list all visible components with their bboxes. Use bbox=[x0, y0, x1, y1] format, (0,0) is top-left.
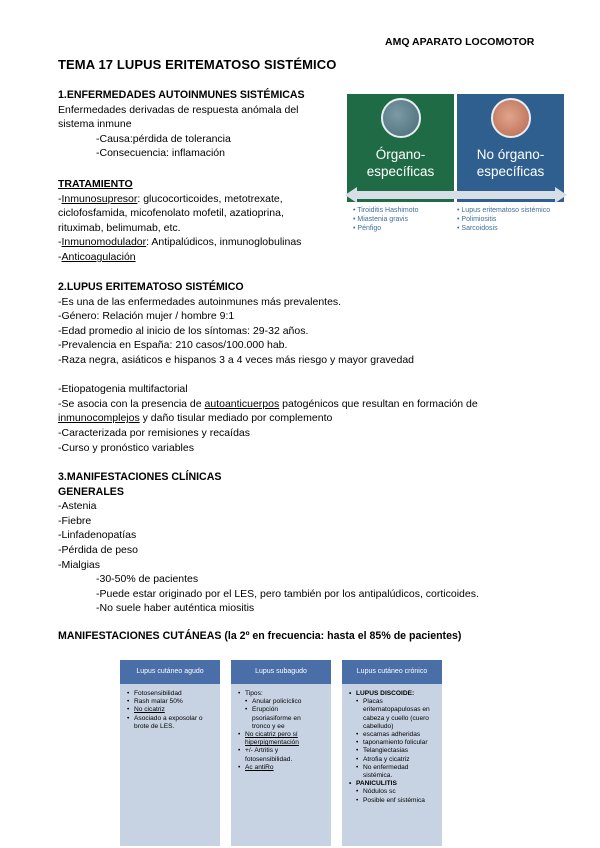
card-lupus-subagudo bbox=[231, 660, 331, 846]
list-item: • Pénfigo bbox=[353, 225, 382, 232]
organ-specific-list bbox=[353, 206, 418, 233]
section-2-line: -Género: Relación mujer / hombre 9:1 bbox=[58, 310, 235, 323]
list-item: • Tipos: bbox=[245, 690, 327, 698]
list-item: • LUPUS DISCOIDE: bbox=[356, 690, 438, 698]
list-item: • Posible enf sistémica bbox=[363, 797, 438, 805]
section-3-heading: 3.MANIFESTACIONES CLÍNICAS bbox=[58, 471, 222, 483]
non-organ-specific-label-1: No órgano- bbox=[476, 147, 545, 162]
list-item-continuation: psoriasiforme en bbox=[252, 714, 301, 722]
section-1-line: sistema inmune bbox=[58, 118, 132, 131]
non-organ-specific-label-2: específicas bbox=[476, 164, 545, 179]
inmunosupresor-text: : glucocorticoides, metotrexate, bbox=[137, 192, 283, 205]
tissue-image bbox=[491, 98, 531, 138]
list-item: • No enfermedad sistémica. bbox=[363, 764, 438, 780]
non-organ-specific-label bbox=[457, 146, 564, 180]
list-item: • Tiroiditis Hashimoto bbox=[353, 207, 419, 214]
symptom-item: -Linfadenopatías bbox=[58, 529, 137, 542]
section-1-heading: 1.ENFERMEDADES AUTOINMUNES SISTÉMICAS bbox=[58, 89, 305, 101]
anticoagulacion-label: Anticoagulación bbox=[61, 250, 136, 263]
list-item: • Rash malar 50% bbox=[134, 698, 216, 706]
tratamiento-block bbox=[58, 177, 301, 265]
list-item-continuation: hiperpigmentación bbox=[245, 739, 299, 747]
card-list bbox=[231, 684, 331, 772]
list-item-continuation: brote de LES. bbox=[134, 722, 175, 730]
causa-line: -Causa:pérdida de tolerancia bbox=[96, 132, 231, 145]
inmunosupresor-line: -Inmunosupresor: glucocorticoides, metotrexate, bbox=[58, 192, 283, 205]
list-item: • Nódulos sc bbox=[363, 788, 438, 796]
tratamiento-line: ciclofosfamida, micofenolato mofetil, azatioprina, bbox=[58, 207, 284, 220]
list-item: • Atrofia y cicatriz bbox=[363, 756, 438, 764]
list-item-continuation: tronco y ee bbox=[252, 722, 285, 730]
curso-line: -Curso y pronóstico variables bbox=[58, 441, 194, 454]
inmunosupresor-label: Inmunosupresor bbox=[61, 192, 138, 205]
generales-heading: GENERALES bbox=[58, 485, 124, 498]
consecuencia-line: -Consecuencia: inflamación bbox=[96, 147, 225, 160]
organ-specific-label-2: específicas bbox=[366, 164, 435, 179]
mialgias-detail: -No suele haber auténtica miositis bbox=[96, 602, 255, 615]
card-list bbox=[120, 684, 220, 731]
list-item: • taponamiento folicular bbox=[363, 739, 438, 747]
inmunomodulador-text: : Antipalúdicos, inmunoglobulinas bbox=[146, 236, 302, 249]
card-title: Lupus cutáneo crónico bbox=[342, 660, 442, 684]
list-item: • Anular policíclico bbox=[252, 698, 327, 706]
asocia-line-2: inmunocomplejos y daño tisular mediado por complemento bbox=[58, 412, 333, 425]
list-item: • Ac antiRo bbox=[245, 764, 327, 772]
symptom-item: -Mialgias bbox=[58, 558, 101, 571]
list-item: • Telangiectasias bbox=[363, 747, 438, 755]
section-2-heading: 2.LUPUS ERITEMATOSO SISTÉMICO bbox=[58, 281, 244, 293]
page-title: TEMA 17 LUPUS ERITEMATOSO SISTÉMICO bbox=[58, 57, 337, 72]
etiopatogenia-line: -Etiopatogenia multifactorial bbox=[58, 383, 188, 396]
symptom-item: -Fiebre bbox=[58, 514, 92, 527]
list-item: • Fotosensibilidad bbox=[134, 690, 216, 698]
section-2-line: -Es una de las enfermedades autoinmunes más prevalentes. bbox=[58, 295, 342, 308]
symptom-item: -Pérdida de peso bbox=[58, 543, 138, 556]
section-2-line: -Prevalencia en España: 210 casos/100.000 hab. bbox=[58, 339, 288, 352]
list-item: • Miastenia gravis bbox=[353, 216, 408, 223]
inmunomodulador-label: Inmunomodulador bbox=[61, 236, 147, 249]
card-title: Lupus cutáneo agudo bbox=[120, 660, 220, 684]
list-item: • Polimiositis bbox=[457, 216, 497, 223]
list-item: • Lupus eritematoso sistémico bbox=[457, 207, 551, 214]
card-lupus-agudo bbox=[120, 660, 220, 846]
list-item: • escamas adheridas bbox=[363, 731, 438, 739]
card-lupus-cronico bbox=[342, 660, 442, 846]
list-item: • Placas eritematopapulosas en cabeza y cuello (cuero cabelludo) bbox=[363, 698, 438, 731]
remisiones-line: -Caracterizada por remisiones y recaídas bbox=[58, 426, 250, 439]
inmunomodulador-line: -Inmunomodulador: Antipalúdicos, inmunoglobulinas bbox=[58, 236, 302, 249]
section-2-line: -Edad promedio al inicio de los síntomas: 29-32 años. bbox=[58, 324, 309, 337]
non-organ-specific-list bbox=[457, 206, 550, 233]
list-item-continuation: fotosensibilidad. bbox=[245, 755, 293, 763]
section-2-line: -Raza negra, asiáticos e hispanos 3 a 4 veces más riesgo y mayor gravedad bbox=[58, 353, 415, 366]
list-item: • +/- Artritis y bbox=[245, 747, 327, 755]
autoimmune-diagram bbox=[345, 92, 567, 242]
inmunocomplejos-term: inmunocomplejos bbox=[58, 412, 140, 425]
section-1 bbox=[58, 88, 305, 161]
cutaneas-heading: MANIFESTACIONES CUTÁNEAS (la 2º en frecuencia: hasta el 85% de pacientes) bbox=[58, 630, 462, 642]
list-item: • No cicatriz bbox=[134, 706, 216, 714]
course-header: AMQ APARATO LOCOMOTOR bbox=[385, 36, 535, 48]
symptom-item: -Astenia bbox=[58, 500, 97, 513]
mialgias-detail: -30-50% de pacientes bbox=[96, 573, 199, 586]
anticoagulacion-line: -Anticoagulación bbox=[58, 250, 136, 263]
section-3 bbox=[58, 470, 479, 616]
list-item: • Asociado a exposolar o bbox=[134, 715, 216, 723]
tissue-image bbox=[381, 98, 421, 138]
card-title: Lupus subagudo bbox=[231, 660, 331, 684]
autoanticuerpos-term: autoanticuerpos bbox=[204, 397, 280, 410]
section-1-line: Enfermedades derivadas de respuesta anómala del bbox=[58, 103, 299, 116]
list-item: • Erupción bbox=[252, 706, 327, 714]
organ-specific-label-1: Órgano- bbox=[375, 147, 426, 162]
asocia-line-1: -Se asocia con la presencia de autoanticuerpos patogénicos que resultan en formación de bbox=[58, 397, 478, 410]
section-2 bbox=[58, 280, 478, 455]
list-item: • Sarcoidosis bbox=[457, 225, 498, 232]
mialgias-detail: -Puede estar originado por el LES, pero también por los antipalúdicos, corticoides. bbox=[96, 587, 479, 600]
list-item: • No cicatriz pero sí bbox=[245, 731, 327, 739]
tratamiento-line: rituximab, belimumab, etc. bbox=[58, 221, 181, 234]
organ-specific-label bbox=[347, 146, 454, 180]
organ-specific-box bbox=[347, 94, 454, 202]
card-list bbox=[342, 684, 442, 805]
tratamiento-heading: TRATAMIENTO bbox=[58, 178, 133, 190]
list-item: • PANICULITIS bbox=[356, 780, 438, 788]
non-organ-specific-box bbox=[457, 94, 564, 202]
double-arrow-icon bbox=[345, 187, 567, 203]
